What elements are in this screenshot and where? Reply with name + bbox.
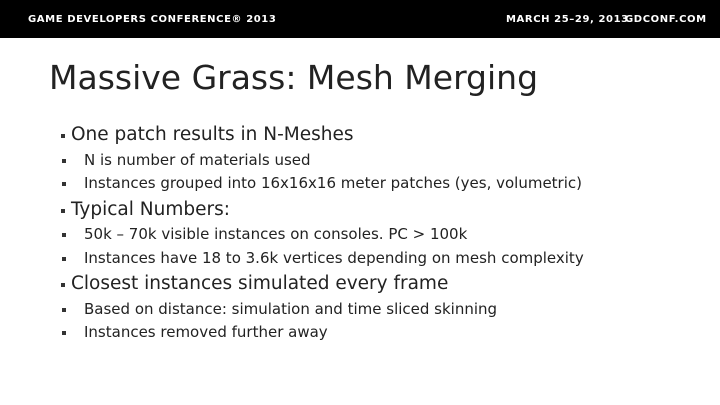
square-bullet-icon [62,308,66,312]
square-bullet-icon [62,233,66,237]
bullet-text: Typical Numbers: [71,199,230,220]
square-bullet-icon [61,283,65,287]
square-bullet-icon [62,182,66,186]
sub-bullet-text: N is number of materials used [84,151,311,169]
square-bullet-icon [61,134,65,138]
bullet-text: One patch results in N-Meshes [71,124,354,145]
sub-bullet-text: Instances have 18 to 3.6k vertices depending on mesh complexity [84,249,584,267]
conference-website: GDCONF.COM [625,14,707,25]
conference-name: GAME DEVELOPERS CONFERENCE® 2013 [28,14,277,25]
bullet-text: Closest instances simulated every frame [71,273,449,294]
sub-bullet-text: 50k – 70k visible instances on consoles. PC > 100k [84,225,468,243]
sub-bullet-text: Instances grouped into 16x16x16 meter patches (yes, volumetric) [84,174,582,192]
square-bullet-icon [62,331,66,335]
sub-bullet-text: Instances removed further away [84,323,328,341]
square-bullet-icon [62,159,66,163]
sub-bullet-text: Based on distance: simulation and time sliced skinning [84,300,498,318]
conference-dates: MARCH 25–29, 2013 [506,14,629,25]
square-bullet-icon [61,209,65,213]
square-bullet-icon [62,257,66,261]
slide-title: Massive Grass: Mesh Merging [49,58,539,97]
